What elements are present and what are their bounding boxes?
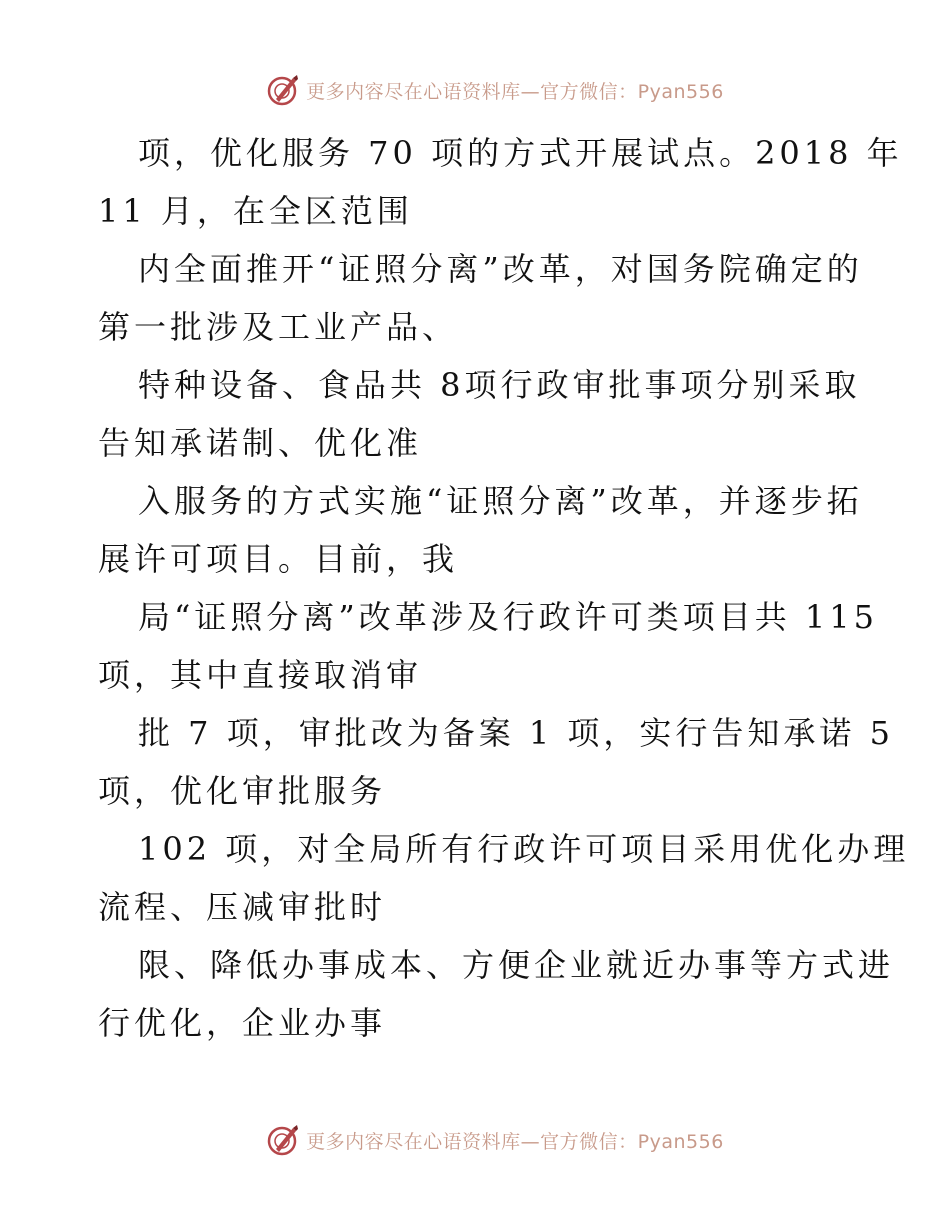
pen-logo-icon bbox=[266, 1123, 300, 1157]
paragraph bbox=[98, 588, 878, 704]
paragraph-line: 11 月，在全区范围 bbox=[98, 192, 413, 230]
paragraph-line: 行优化，企业办事 bbox=[98, 1004, 387, 1042]
paragraph-line: 项，其中直接取消审 bbox=[98, 656, 423, 694]
paragraph-line: 102 项，对全局所有行政许可项目采用优化办理 bbox=[138, 830, 910, 868]
paragraph-line: 入服务的方式实施“证照分离”改革，并逐步拓 bbox=[138, 482, 863, 520]
paragraph bbox=[98, 936, 895, 1052]
paragraph-line: 特种设备、食品共 8项行政审批事项分别采取 bbox=[138, 366, 861, 404]
paragraph-line: 展许可项目。目前，我 bbox=[98, 540, 459, 578]
header-banner-text: 更多内容尽在心语资料库—官方微信：Pyan556 bbox=[306, 80, 724, 103]
paragraph bbox=[98, 704, 894, 820]
footer-banner bbox=[0, 1120, 950, 1160]
paragraph-line: 项，优化审批服务 bbox=[98, 772, 387, 810]
paragraph-line: 限、降低办事成本、方便企业就近办事等方式进 bbox=[138, 946, 895, 984]
footer-banner-text: 更多内容尽在心语资料库—官方微信：Pyan556 bbox=[306, 1130, 724, 1153]
paragraph-line: 内全面推开“证照分离”改革，对国务院确定的 bbox=[138, 250, 863, 288]
paragraph bbox=[98, 124, 903, 240]
document-body bbox=[98, 124, 910, 1052]
paragraph bbox=[98, 240, 863, 356]
paragraph bbox=[98, 820, 910, 936]
paragraph-line: 第一批涉及工业产品、 bbox=[98, 308, 459, 346]
pen-logo-icon bbox=[266, 73, 300, 107]
paragraph-line: 流程、压减审批时 bbox=[98, 888, 387, 926]
paragraph bbox=[98, 472, 863, 588]
paragraph-line: 局“证照分离”改革涉及行政许可类项目共 115 bbox=[138, 598, 878, 636]
paragraph bbox=[98, 356, 861, 472]
paragraph-line: 告知承诺制、优化准 bbox=[98, 424, 423, 462]
header-banner bbox=[0, 70, 950, 110]
paragraph-line: 项，优化服务 70 项的方式开展试点。2018 年 bbox=[138, 134, 903, 172]
paragraph-line: 批 7 项，审批改为备案 1 项，实行告知承诺 5 bbox=[138, 714, 894, 752]
